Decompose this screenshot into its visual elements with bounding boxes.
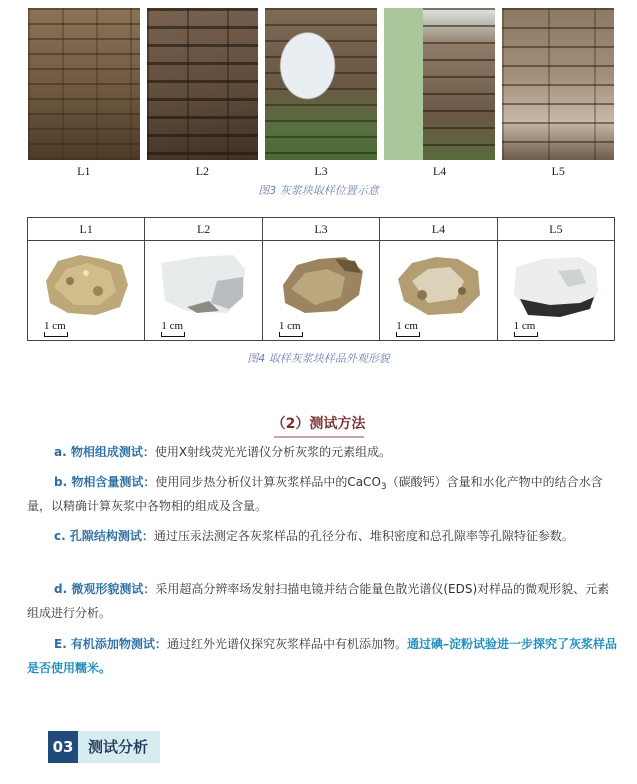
scale-label: 1 cm bbox=[513, 320, 536, 332]
mortar-sample-l3-image bbox=[275, 251, 367, 319]
scale-bar bbox=[279, 332, 303, 337]
method-text: 使用X射线荧光光谱仪分析灰浆的元素组成。 bbox=[154, 445, 392, 459]
section-banner-03 bbox=[48, 731, 160, 763]
scale-label: 1 cm bbox=[161, 320, 184, 332]
photo-sampling-l3 bbox=[265, 8, 377, 160]
sample-col-l5 bbox=[498, 218, 614, 340]
heading-underline bbox=[274, 436, 364, 438]
method-text: 使用同步热分析仪计算灰浆样品中的CaCO bbox=[155, 475, 381, 489]
subscript: 3 bbox=[380, 482, 387, 492]
sample-header: L5 bbox=[498, 218, 614, 241]
mortar-sample-l4-image bbox=[392, 251, 484, 319]
section-heading-test-methods bbox=[0, 413, 637, 438]
section-heading-text: （2）测试方法 bbox=[271, 416, 366, 432]
scale-label: 1 cm bbox=[44, 320, 66, 332]
sample-header: L1 bbox=[28, 218, 144, 241]
sample-col-l1 bbox=[28, 218, 145, 340]
method-label: d. 微观形貌测试： bbox=[54, 582, 156, 596]
section-number: 03 bbox=[48, 731, 78, 763]
method-text: 通过压汞法测定各灰浆样品的孔径分布、堆积密度和总孔隙率等孔隙特征参数。 bbox=[153, 529, 574, 543]
figure3-caption: 图3 灰浆块取样位置示意 bbox=[258, 184, 379, 197]
method-item-b bbox=[27, 470, 617, 518]
sampling-photo-strip bbox=[28, 8, 614, 160]
mortar-sample-l2-image bbox=[157, 251, 249, 319]
method-label: b. 物相含量测试： bbox=[54, 475, 156, 489]
method-item-a bbox=[27, 440, 617, 464]
photo-labels bbox=[28, 164, 614, 179]
photo-sampling-l5 bbox=[502, 8, 614, 160]
method-highlight: 通过碘–淀粉试验进一步探究了灰浆样品是否使用糯米。 bbox=[27, 637, 617, 675]
method-text: 通过红外光谱仪探究灰浆样品中有机添加物。 bbox=[166, 637, 407, 651]
photo-label: L5 bbox=[551, 164, 565, 178]
sample-cell bbox=[498, 241, 614, 340]
sample-cell bbox=[380, 241, 496, 340]
method-item-c bbox=[27, 524, 617, 548]
sample-col-l2 bbox=[145, 218, 262, 340]
scale-label: 1 cm bbox=[396, 320, 418, 332]
mortar-sample-l5-image bbox=[510, 251, 602, 319]
sample-cell bbox=[145, 241, 261, 340]
sample-header: L3 bbox=[263, 218, 379, 241]
method-label: a. 物相组成测试： bbox=[54, 445, 155, 459]
sample-col-l3 bbox=[263, 218, 380, 340]
photo-sampling-l4 bbox=[384, 8, 496, 160]
method-item-e bbox=[27, 632, 617, 680]
scale-bar bbox=[161, 332, 185, 337]
method-item-d bbox=[27, 577, 617, 625]
method-label: c. 孔隙结构测试： bbox=[54, 529, 154, 543]
section-title: 测试分析 bbox=[78, 731, 160, 763]
scale-bar bbox=[44, 332, 68, 337]
method-text-cont: （碳酸钙）含量和水化产物中的结合水含量，以精确计算灰浆中各物相的组成及含量。 bbox=[27, 475, 603, 513]
photo-sampling-l1 bbox=[28, 8, 140, 160]
scale-bar bbox=[514, 332, 538, 337]
method-label: E. 有机添加物测试： bbox=[54, 637, 167, 651]
photo-label: L3 bbox=[314, 164, 328, 178]
sample-cell bbox=[263, 241, 379, 340]
scale-label: 1 cm bbox=[278, 320, 301, 332]
photo-label: L4 bbox=[432, 164, 447, 178]
sample-header: L2 bbox=[145, 218, 261, 241]
photo-label: L2 bbox=[195, 164, 210, 178]
figure4-caption: 图4 取样灰浆块样品外观形貌 bbox=[247, 352, 390, 365]
sample-col-l4 bbox=[380, 218, 497, 340]
photo-sampling-l2 bbox=[147, 8, 259, 160]
photo-label: L1 bbox=[77, 164, 91, 178]
sample-cell bbox=[28, 241, 144, 340]
sample-table bbox=[27, 217, 615, 341]
method-text: 采用超高分辨率场发射扫描电镜并结合能量色散光谱仪(EDS)对样品的微观形貌、元素组成进行分析。 bbox=[27, 582, 610, 620]
scale-bar bbox=[396, 332, 420, 337]
sample-header: L4 bbox=[380, 218, 496, 241]
mortar-sample-l1-image bbox=[40, 251, 132, 319]
